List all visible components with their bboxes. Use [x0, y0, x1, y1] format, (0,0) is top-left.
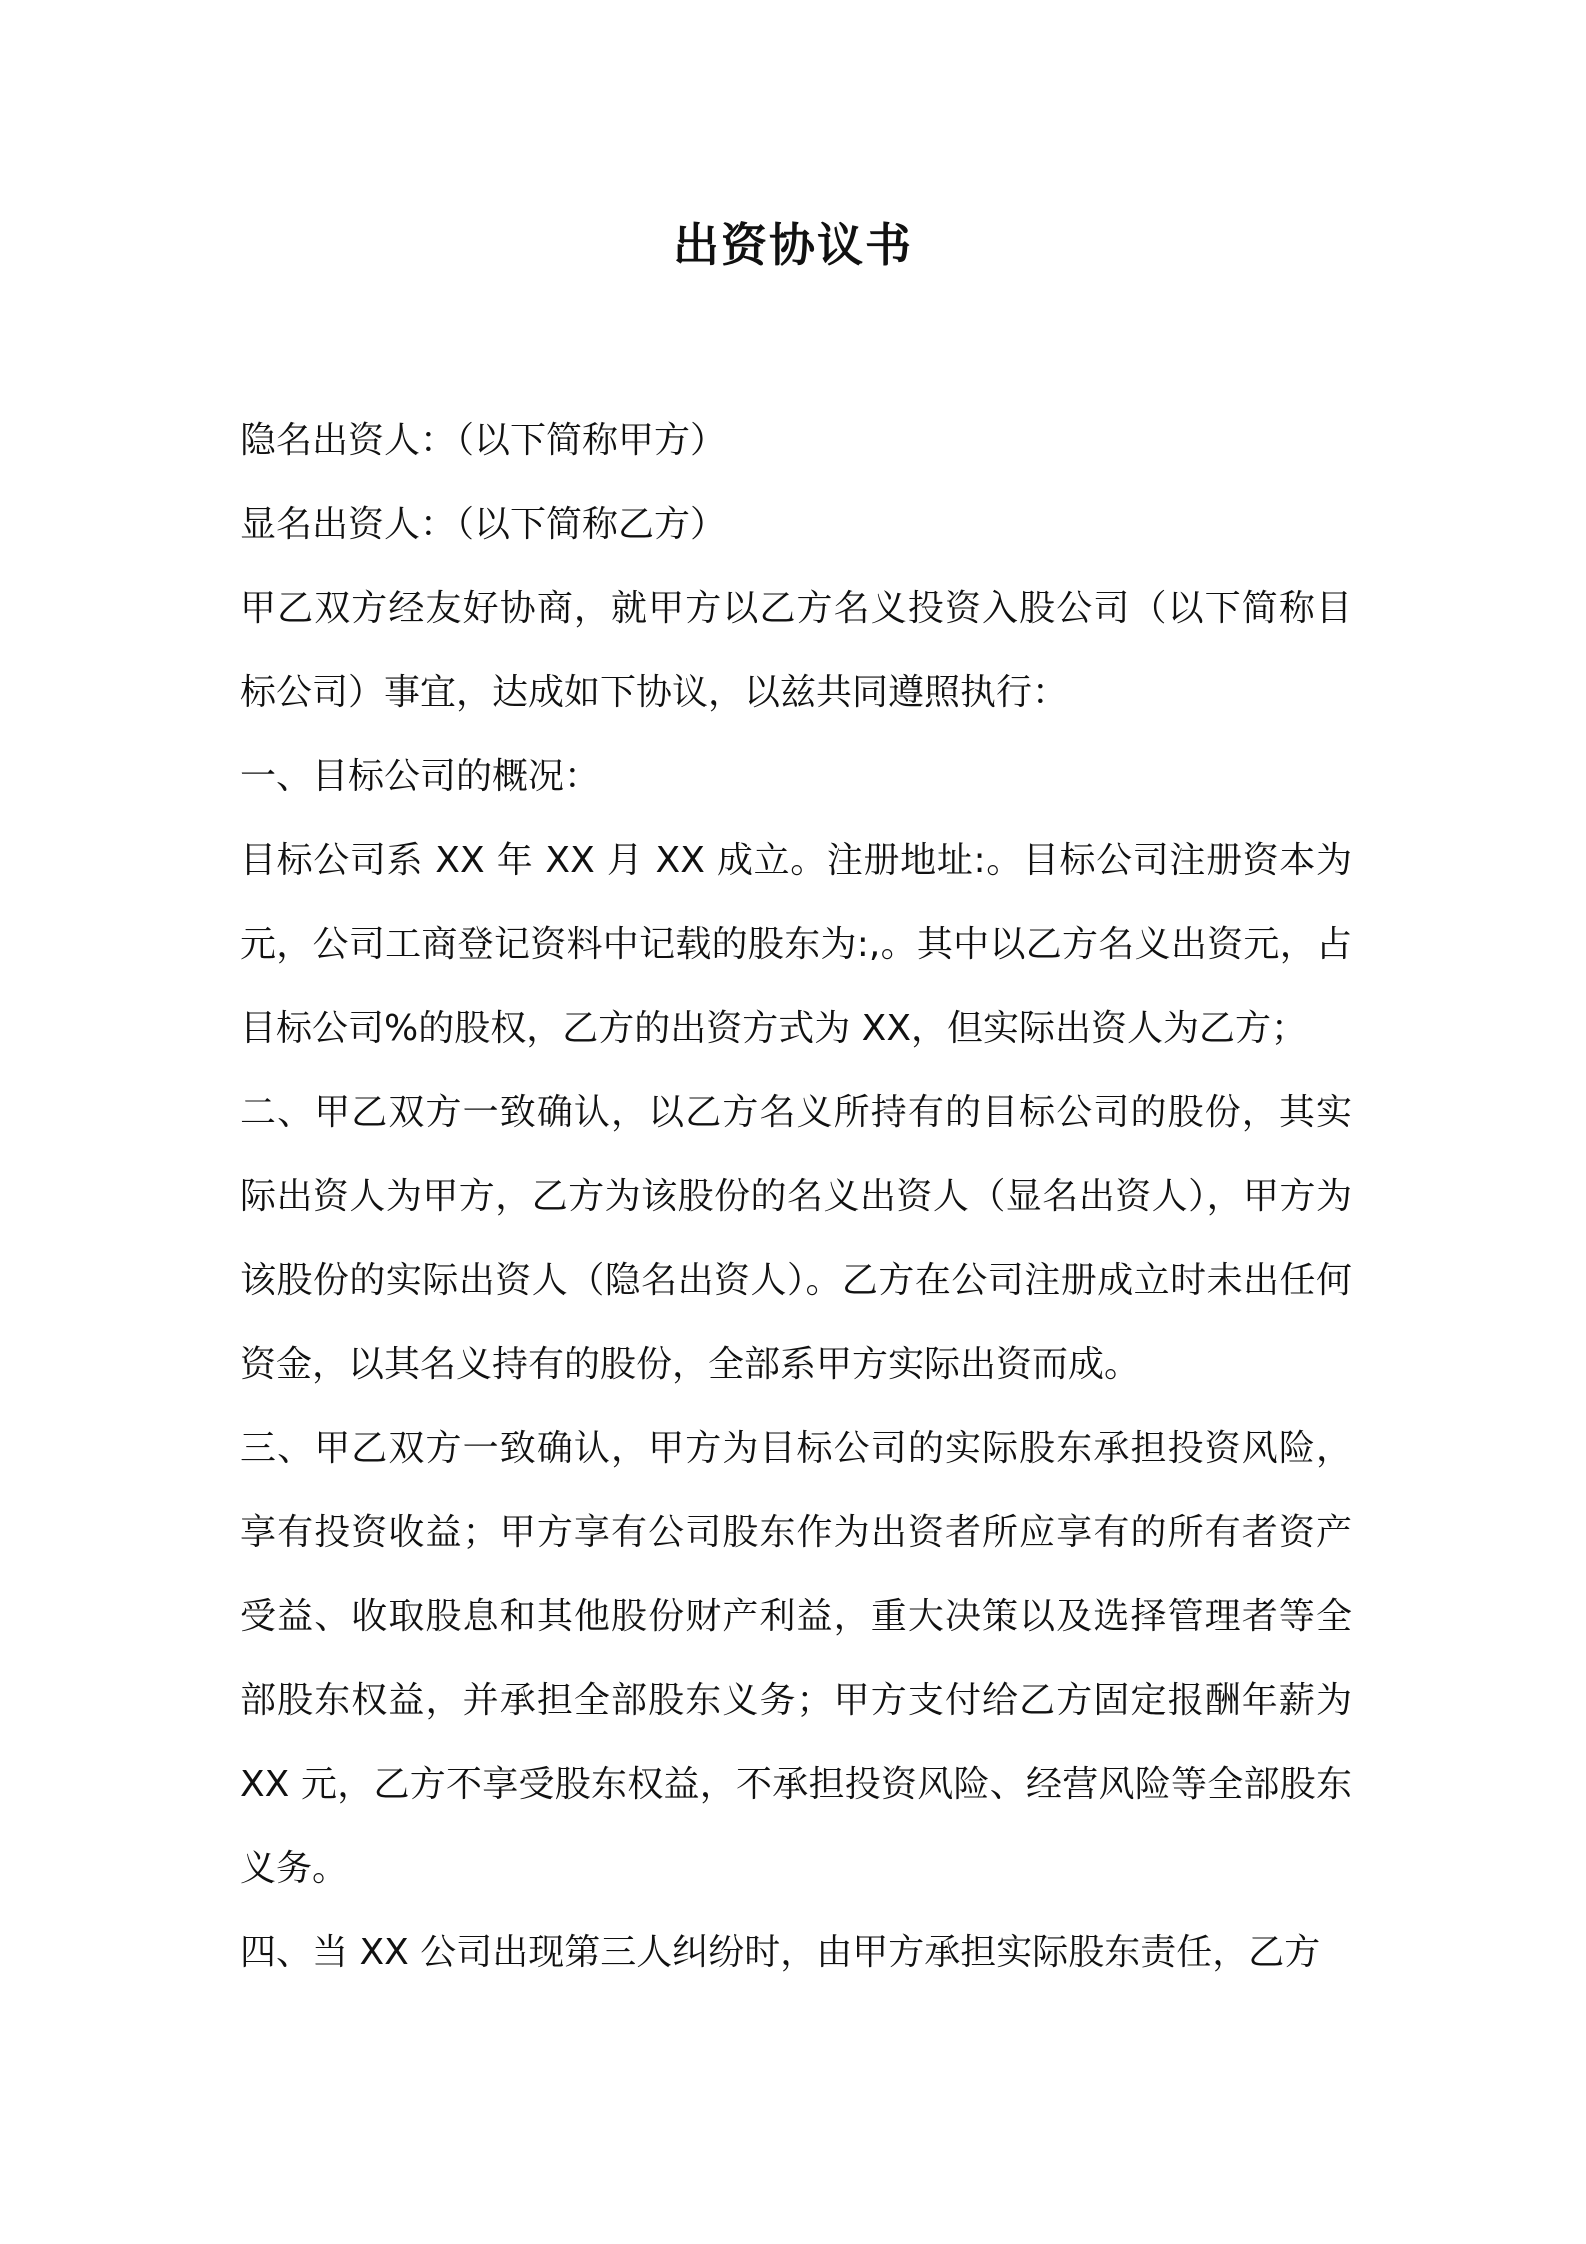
- clause-3: 三、甲乙双方一致确认，甲方为目标公司的实际股东承担投资风险，享有投资收益；甲方享有公司股东作为出资者所应享有的所有者资产受益、收取股息和其他股份财产利益，重大决策以及选择管理者等全部股东权益，并承担全部股东义务；甲方支付给乙方固定报酬年薪为 XX 元，乙方不享受股东权益，不承担投资风险、经营风险等全部股东义务。: [240, 1428, 1352, 1889]
- paragraph-company-overview: 目标公司系 XX 年 XX 月 XX 成立。注册地址:。目标公司注册资本为元，公司工商登记资料中记载的股东为:,。其中以乙方名义出资元，占目标公司%的股权，乙方的出资方式为 XX，但实际出资人为乙方；: [240, 840, 1352, 1049]
- paragraph-preamble: 甲乙双方经友好协商，就甲方以乙方名义投资入股公司（以下简称目标公司）事宜，达成如下协议，以兹共同遵照执行：: [240, 588, 1352, 713]
- clause-2: 二、甲乙双方一致确认，以乙方名义所持有的目标公司的股份，其实际出资人为甲方，乙方为该股份的名义出资人（显名出资人），甲方为该股份的实际出资人（隐名出资人）。乙方在公司注册成立时未出任何资金，以其名义持有的股份，全部系甲方实际出资而成。: [240, 1092, 1352, 1385]
- paragraph-hidden-investor: 隐名出资人：（以下简称甲方）: [240, 420, 727, 461]
- clause-4: 四、当 XX 公司出现第三人纠纷时，由甲方承担实际股东责任，乙方: [240, 1932, 1321, 1973]
- clause-heading-1: 一、目标公司的概况：: [240, 756, 601, 797]
- document-body: [240, 399, 1352, 1995]
- document-title: 出资协议书: [673, 218, 913, 272]
- paragraph-nominal-investor: 显名出资人：（以下简称乙方）: [240, 504, 727, 545]
